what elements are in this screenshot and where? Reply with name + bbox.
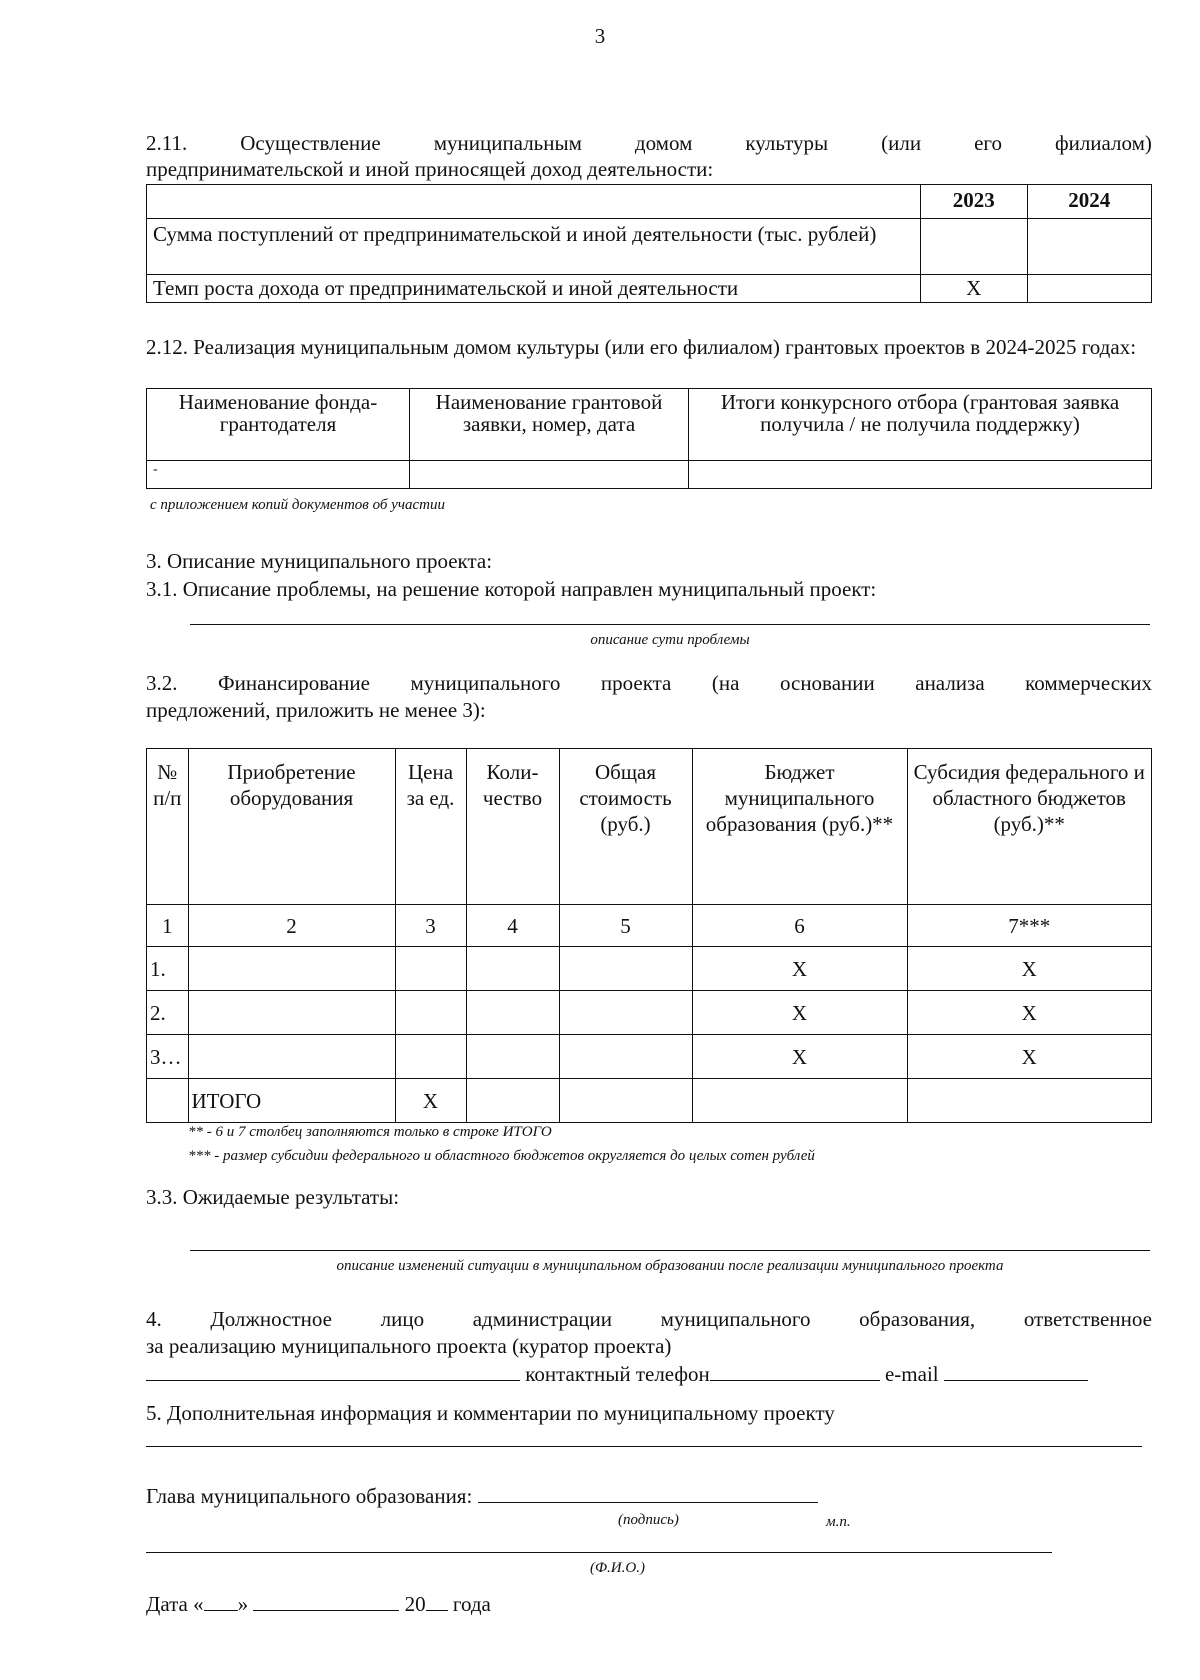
section-3-2-line2: предложений, приложить не менее 3): (146, 698, 486, 722)
total-label: ИТОГО (188, 1079, 395, 1123)
grant-header-fund: Наименование фонда-грантодателя (147, 389, 410, 461)
section-3-1-text: 3.1. Описание проблемы, на решение которой направлен муниципальный проект: (146, 577, 877, 601)
section-5-text: 5. Дополнительная информация и комментарии по муниципальному проекту (146, 1401, 835, 1425)
section-2-11-line2: предпринимательской и иной приносящей доход деятельности: (146, 157, 714, 181)
fin-header-total: Общая стоимость (руб.) (559, 749, 692, 905)
fin-header-municipal: Бюджет муниципального образования (руб.)** (692, 749, 907, 905)
results-line (190, 1250, 1150, 1251)
financing-table (146, 748, 1152, 1123)
grant-header-results: Итоги конкурсного отбора (грантовая заявка получила / не получила поддержку) (689, 389, 1152, 461)
date-month-field[interactable] (253, 1590, 399, 1611)
grant-header-application: Наименование грантовой заявки, номер, дата (410, 389, 689, 461)
table-row: Сумма поступлений от предпринимательской и иной деятельности (тыс. рублей) (147, 219, 1152, 275)
date-day-field[interactable] (204, 1590, 238, 1611)
problem-line (190, 624, 1150, 625)
fin-header-equipment: Приобретение оборудования (188, 749, 395, 905)
curator-name-field[interactable] (146, 1360, 520, 1381)
fin-header-price: Цена за ед. (395, 749, 466, 905)
table-row: 2. X X (147, 991, 1152, 1035)
section-4-line1: 4. Должностное лицо администрации муниципального образования, ответственное (146, 1307, 1152, 1331)
section-3-3-text: 3.3. Ожидаемые результаты: (146, 1185, 400, 1209)
curator-contacts: контактный телефон e-mail (146, 1360, 1088, 1387)
fin-header-number: № п/п (147, 749, 189, 905)
fin-note-1: ** - 6 и 7 столбец заполняются только в строке ИТОГО (188, 1124, 552, 1140)
section-3-title: 3. Описание муниципального проекта: (146, 549, 493, 573)
fio-line (146, 1552, 1052, 1553)
email-field[interactable] (944, 1360, 1088, 1381)
signature-field[interactable] (478, 1482, 818, 1503)
table-row: Темп роста дохода от предпринимательской и иной деятельности X (147, 275, 1152, 303)
fin-header-subsidy: Субсидия федерального и областного бюджетов (руб.)** (907, 749, 1152, 905)
table-row: 3… X X (147, 1035, 1152, 1079)
page-number: 3 (594, 24, 606, 48)
grant-table (146, 388, 1152, 489)
income-table (146, 184, 1152, 303)
results-caption: описание изменений ситуации в муниципальном образовании после реализации муниципального проекта (336, 1258, 1004, 1274)
table-row: 1 2 3 4 5 6 7*** (147, 905, 1152, 947)
phone-field[interactable] (710, 1360, 880, 1381)
problem-caption: описание сути проблемы (590, 632, 750, 648)
fin-header-quantity: Коли-чество (466, 749, 559, 905)
stamp-caption: м.п. (826, 1514, 851, 1530)
table-row: - (147, 461, 1152, 489)
section-2-12-text: 2.12. Реализация муниципальным домом культуры (или его филиалом) грантовых проектов в 2024-2025 годах: (146, 335, 1137, 359)
grant-note: с приложением копий документов об участии (150, 497, 445, 513)
year-2023-header: 2023 (920, 185, 1027, 219)
date-year-field[interactable] (426, 1590, 448, 1611)
sign-caption: (подпись) (618, 1512, 679, 1528)
section-4-line2: за реализацию муниципального проекта (куратор проекта) (146, 1334, 672, 1358)
comments-line (146, 1446, 1142, 1447)
section-2-11-line1: 2.11. Осуществление муниципальным домом культуры (или его филиалом) (146, 131, 1152, 155)
table-row: 1. X X (147, 947, 1152, 991)
total-row: ИТОГО X (147, 1079, 1152, 1123)
date-line: Дата « » 20 года (146, 1592, 491, 1616)
fio-caption: (Ф.И.О.) (590, 1560, 645, 1576)
year-2024-header: 2024 (1027, 185, 1151, 219)
head-signature: Глава муниципального образования: (146, 1482, 818, 1509)
fin-note-2: *** - размер субсидии федерального и областного бюджетов округляется до целых сотен рублей (188, 1148, 815, 1164)
section-3-2-line1: 3.2. Финансирование муниципального проекта (на основании анализа коммерческих (146, 671, 1152, 695)
